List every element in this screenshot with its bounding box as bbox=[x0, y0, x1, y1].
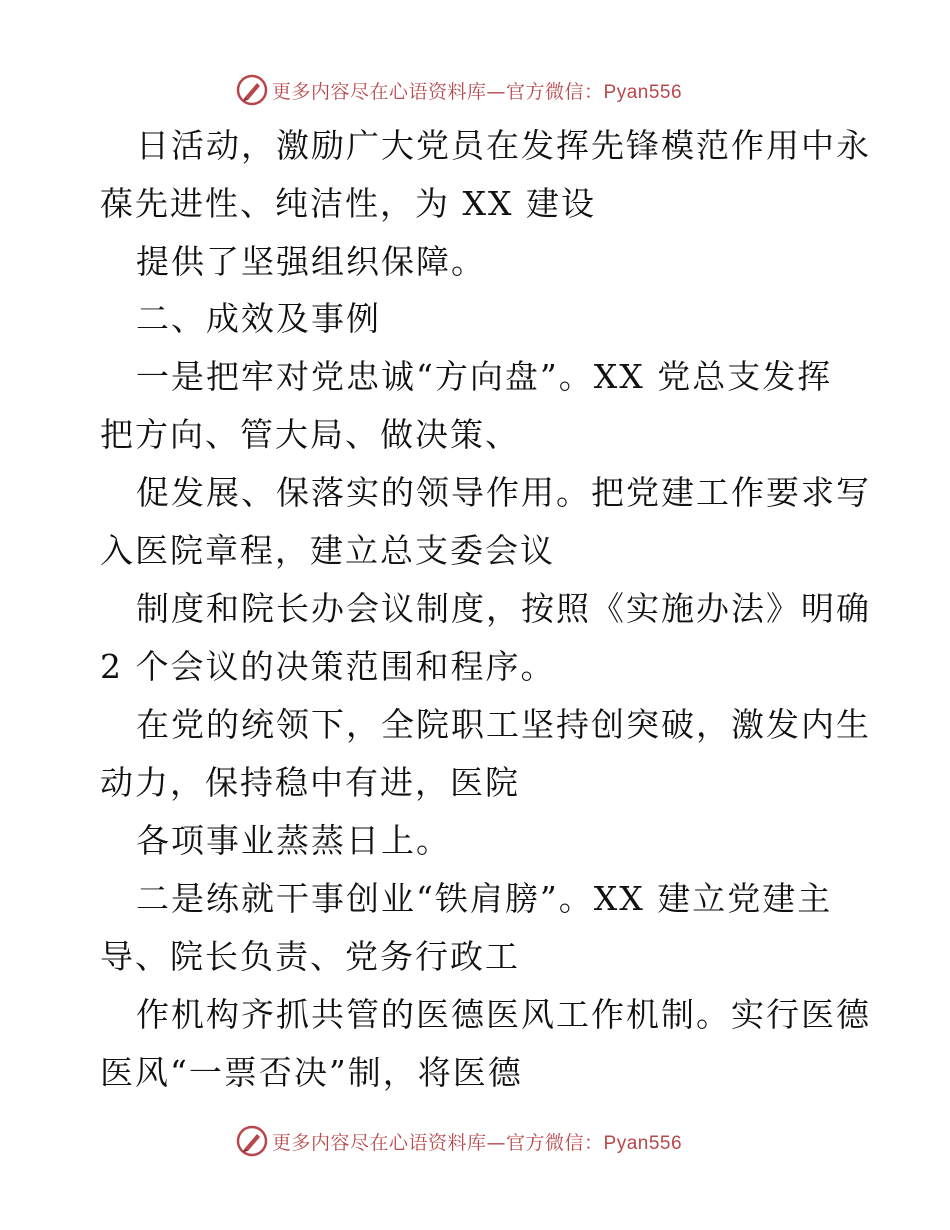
body-line: 作机构齐抓共管的医德医风工作机制。实行医德 bbox=[136, 995, 871, 1034]
body-line: 促发展、保落实的领导作用。把党建工作要求写 bbox=[136, 473, 871, 512]
body-line: 导、院长负责、党务行政工 bbox=[100, 937, 520, 976]
body-line: 葆先进性、纯洁性，为 XX 建设 bbox=[100, 184, 596, 223]
body-line: 把方向、管大局、做决策、 bbox=[100, 415, 520, 454]
header-banner-text: 更多内容尽在心语资料库—官方微信：Pyan556 bbox=[272, 80, 683, 103]
body-line: 制度和院长办会议制度，按照《实施办法》明确 bbox=[136, 589, 871, 628]
body-line: 入医院章程，建立总支委会议 bbox=[100, 531, 555, 570]
body-line: 在党的统领下，全院职工坚持创突破，激发内生 bbox=[136, 705, 871, 744]
body-line: 提供了坚强组织保障。 bbox=[136, 242, 486, 281]
body-line: 各项事业蒸蒸日上。 bbox=[136, 821, 451, 860]
section-heading: 二、成效及事例 bbox=[136, 299, 381, 338]
body-line: 动力，保持稳中有进，医院 bbox=[100, 763, 520, 802]
footer-watermark-banner bbox=[236, 1124, 682, 1158]
body-line: 2 个会议的决策范围和程序。 bbox=[100, 647, 556, 686]
pen-logo-icon bbox=[236, 1125, 268, 1157]
footer-banner-text: 更多内容尽在心语资料库—官方微信：Pyan556 bbox=[272, 1131, 683, 1154]
body-line: 日活动，激励广大党员在发挥先锋模范作用中永 bbox=[136, 126, 871, 165]
body-line: 医风“一票否决”制，将医德 bbox=[100, 1053, 523, 1092]
body-line: 二是练就干事创业“铁肩膀”。XX 建立党建主 bbox=[136, 879, 833, 918]
body-line: 一是把牢对党忠诚“方向盘”。XX 党总支发挥 bbox=[136, 357, 833, 396]
